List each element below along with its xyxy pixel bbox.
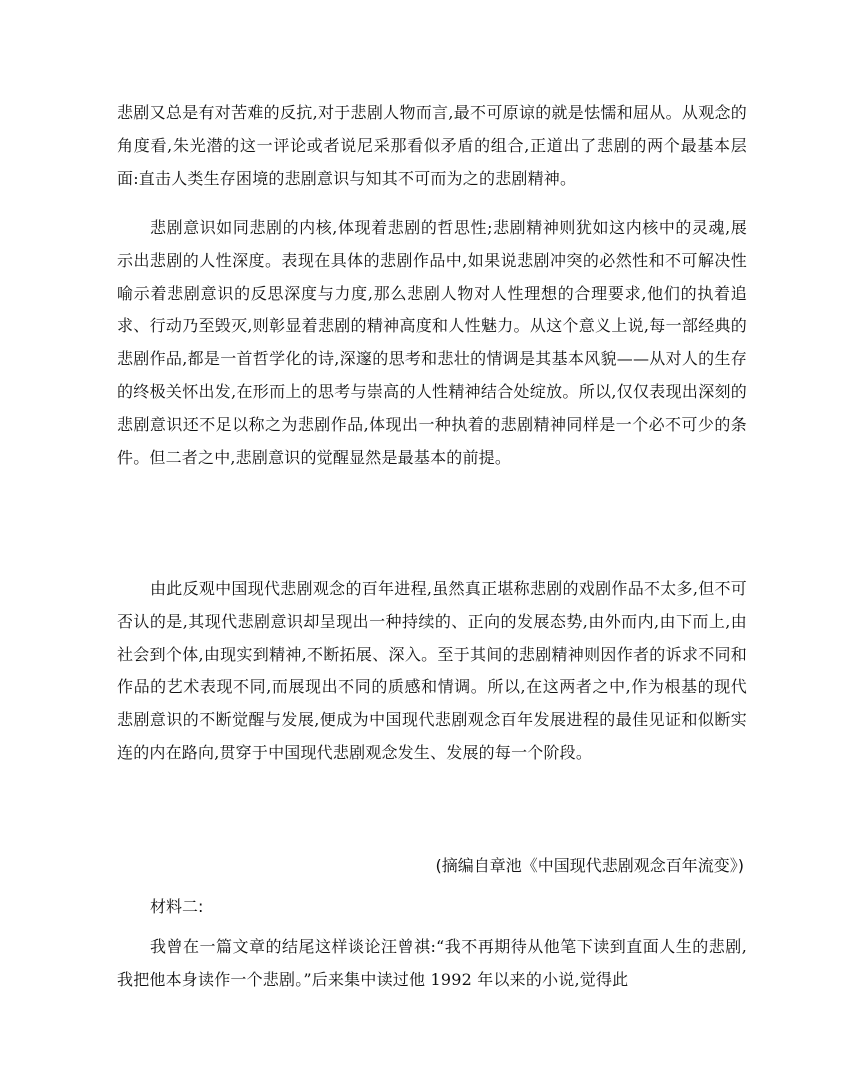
- source-citation: (摘编自章池《中国现代悲剧观念百年流变》): [435, 856, 744, 875]
- paragraph-wang-zengqi: 我曾在一篇文章的结尾这样谈论汪曾祺:“我不再期待从他笔下读到直面人生的悲剧,我把他本身读作一个悲剧。”后来集中读过他 1992 年以来的小说,觉得此: [117, 937, 747, 989]
- section-heading: 材料二:: [150, 897, 204, 916]
- paragraph-tragic-resistance: 悲剧又总是有对苦难的反抗,对于悲剧人物而言,最不可原谅的就是怯懦和屈从。从观念的角度看,朱光潜的这一评论或者说尼采那看似矛盾的组合,正道出了悲剧的两个最基本层面:直击人类生存困境的悲剧意识与知其不可而为之的悲剧精神。: [117, 103, 747, 188]
- paragraph-tragic-consciousness: 悲剧意识如同悲剧的内核,体现着悲剧的哲思性;悲剧精神则犹如这内核中的灵魂,展示出悲剧的人性深度。表现在具体的悲剧作品中,如果说悲剧冲突的必然性和不可解决性喻示着悲剧意识的反思深度与力度,那么悲剧人物对人性理想的合理要求,他们的执着追求、行动乃至毁灭,则彰显着悲剧的精神高度和人性魅力。从这个意义上说,每一部经典的悲剧作品,都是一首哲学化的诗,深邃的思考和悲壮的情调是其基本风貌——从对人的生存的终极关怀出发,在形而上的思考与崇高的人性精神结合处绽放。所以,仅仅表现出深刻的悲剧意识还不足以称之为悲剧作品,体现出一种执着的悲剧精神同样是一个必不可少的条件。但二者之中,悲剧意识的觉醒显然是最基本的前提。: [117, 218, 747, 467]
- paragraph-modern-tragedy: 由此反观中国现代悲剧观念的百年进程,虽然真正堪称悲剧的戏剧作品不太多,但不可否认的是,其现代悲剧意识却呈现出一种持续的、正向的发展态势,由外而内,由下而上,由社会到个体,由现实到精神,不断拓展、深入。至于其间的悲剧精神则因作者的诉求不同和作品的艺术表现不同,而展现出不同的质感和情调。所以,在这两者之中,作为根基的现代悲剧意识的不断觉醒与发展,便成为中国现代悲剧观念百年发展进程的最佳见证和似断实连的内在路向,贯穿于中国现代悲剧观念发生、发展的每一个阶段。: [117, 579, 747, 762]
